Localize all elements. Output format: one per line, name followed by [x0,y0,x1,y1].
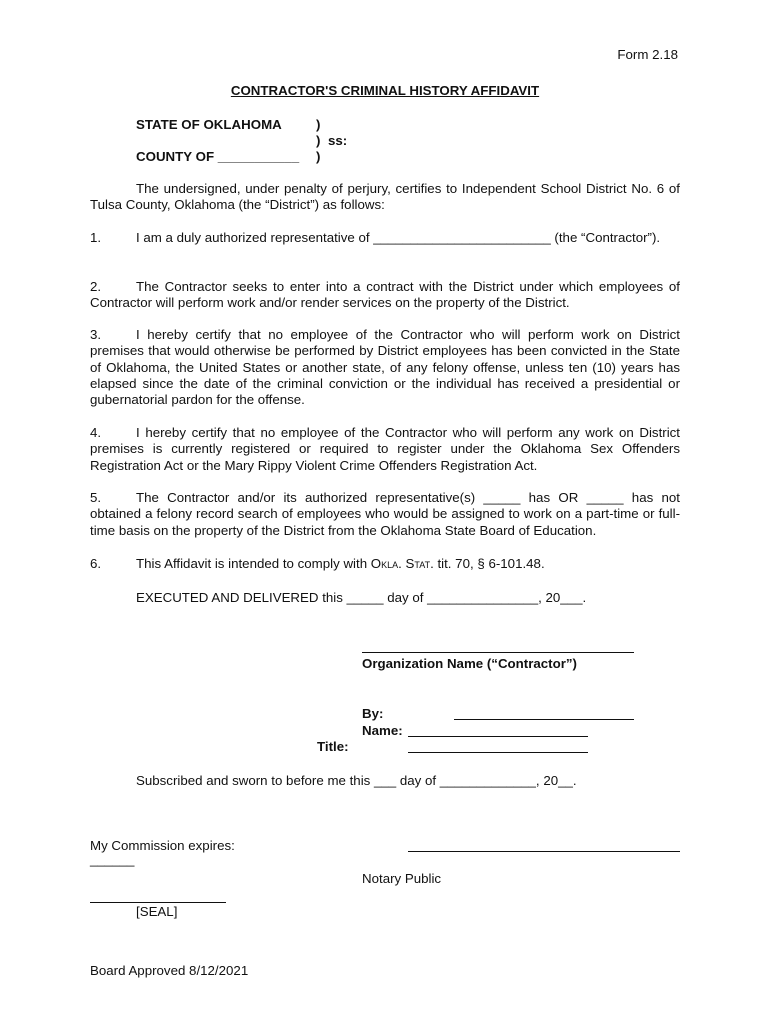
citation-okla: Okla [370,556,399,571]
by-label: By: [362,706,384,721]
item-text: I am a duly authorized representative of ________________________ (the “Contractor”). [136,230,661,245]
org-signature-line[interactable] [362,652,634,653]
item-text: I hereby certify that no employee of the Contractor who will perform work on District premises that would otherwise be performed by District employees has been convicted in the State of Oklahoma, the United States or another state, of any felony offense, unless ten (10) years has elapsed since the date of the criminal conviction or the individual has received a presidential or gubernatorial pardon for the offense. [90,327,680,408]
commission-label: My Commission expires: [90,838,235,853]
notary-public-label: Notary Public [362,871,442,886]
intro-text: The undersigned, under penalty of perjury, certifies to Independent School District No. 6 of Tulsa County, Oklahoma (the “District”) as follows: [90,181,680,213]
county-line: COUNTY OF ___________ [136,149,300,164]
seal-line [90,902,226,903]
item-number: 1. [90,230,102,245]
state-line: STATE OF OKLAHOMA [136,117,282,132]
venue-paren-2: ) [316,133,321,148]
venue-paren-1: ) [316,117,321,132]
item-number: 3. [90,327,102,342]
document-title: CONTRACTOR'S CRIMINAL HISTORY AFFIDAVIT [230,83,540,98]
item-5 [90,490,680,539]
commission-blank: ______ [90,852,135,867]
item-text-post: . tit. 70, § 6-101.48. [430,556,545,571]
item-number: 6. [90,556,102,571]
item-number: 4. [90,425,102,440]
citation-stat: Stat [405,556,431,571]
item-1 [90,230,680,246]
item-number: 2. [90,279,102,294]
item-2 [90,279,680,312]
item-4 [90,425,680,474]
item-text: I hereby certify that no employee of the Contractor who will perform any work on District premises is currently registered or required to register under the Oklahoma Sex Offenders Registration Act or the Mary Rippy Violent Crime Offenders Registration Act. [90,425,680,473]
name-line[interactable] [408,736,588,737]
item-text-pre: This Affidavit is intended to comply with [136,556,371,571]
title-label: Title: [317,739,349,754]
name-label: Name: [362,723,403,738]
executed-line: EXECUTED AND DELIVERED this _____ day of _______________, 20___. [136,590,587,605]
seal-label: [SEAL] [136,904,178,919]
citation-dot: . [398,556,406,571]
intro-paragraph [90,181,680,214]
notary-signature-line[interactable] [408,851,680,852]
org-name-label: Organization Name (“Contractor”) [362,656,577,671]
item-6 [90,556,680,572]
form-number: Form 2.18 [617,47,678,62]
footer-board-approved: Board Approved 8/12/2021 [90,963,249,978]
by-signature-line[interactable] [454,719,634,720]
venue-paren-3: ) [316,149,321,164]
item-text: The Contractor seeks to enter into a contract with the District under which employees of Contractor will perform work and/or render services on the property of the District. [90,279,680,311]
title-line[interactable] [408,752,588,753]
venue-ss: ss: [328,133,348,148]
item-3 [90,327,680,408]
subscribed-line: Subscribed and sworn to before me this ___ day of _____________, 20__. [136,773,577,788]
item-text: The Contractor and/or its authorized representative(s) _____ has OR _____ has not obtained a felony record search of employees who would be assigned to work on a part-time or full-time basis on the property of the District from the Oklahoma State Board of Education. [90,490,680,538]
item-number: 5. [90,490,102,505]
